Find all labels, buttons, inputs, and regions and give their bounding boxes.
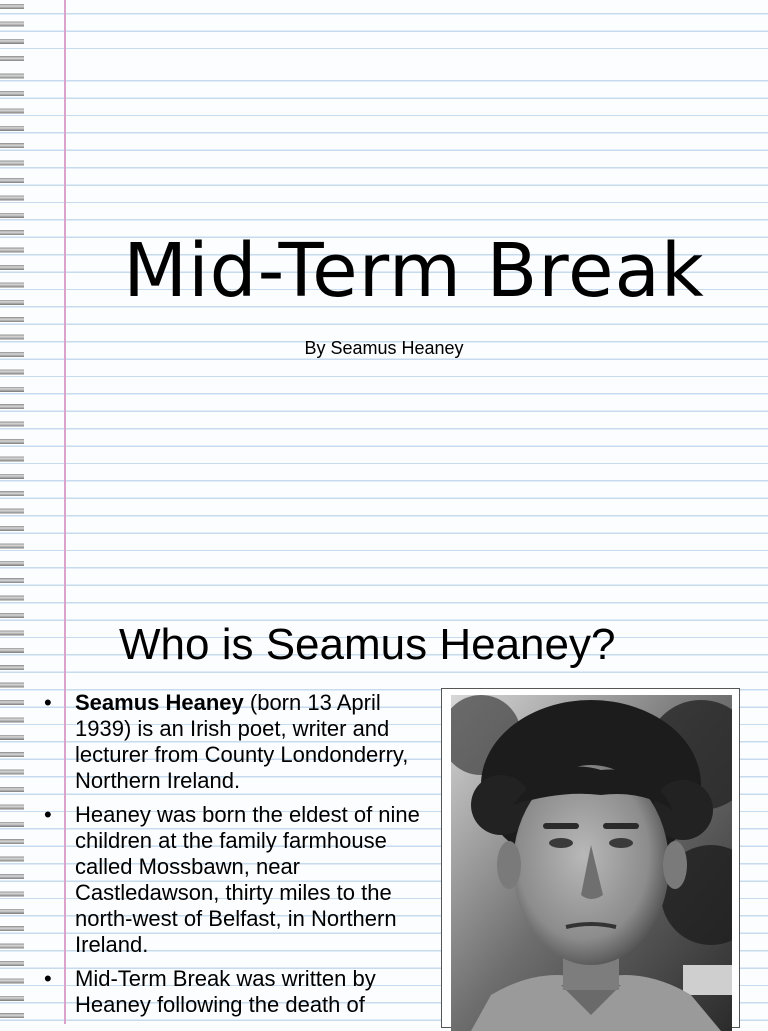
bullet-text: (born 13 April 1939) is an Irish poet, writer and lecturer from County Londonderry, Northern Ireland. (75, 690, 409, 793)
bullet-list (44, 690, 424, 1026)
list-item (44, 966, 424, 1018)
bullet-text: Mid-Term Break was written by Heaney following the death of (75, 966, 376, 1017)
photo-frame (441, 688, 740, 1028)
bullet-text: Heaney was born the eldest of nine children at the family farmhouse called Mossbawn, near Castledawson, thirty miles to the north-west of Belfast, in Northern Ireland. (75, 802, 420, 957)
spiral-binding-icon (0, 0, 30, 1024)
bullet-bold: Seamus Heaney (75, 690, 244, 715)
list-item (44, 690, 424, 794)
list-item (44, 802, 424, 958)
slide-title: Mid-Term Break (123, 228, 705, 314)
slide-subtitle: By Seamus Heaney (304, 338, 464, 358)
portrait-photo-icon (451, 695, 732, 1031)
section-heading: Who is Seamus Heaney? (119, 620, 616, 669)
